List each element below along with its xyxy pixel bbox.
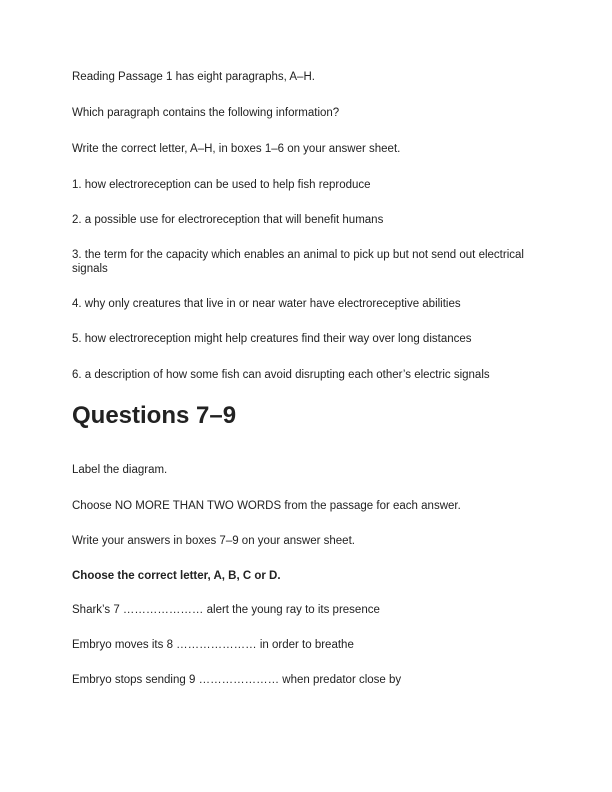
question-3: 3. the term for the capacity which enables an animal to pick up but not send out electrical signals [72,249,524,275]
intro-instruction: Write the correct letter, A–H, in boxes 1–6 on your answer sheet. [72,143,401,155]
gap-fill-item-9: Embryo stops sending 9 ………………… when predator close by [72,674,402,686]
gap-fill-item-8: Embryo moves its 8 ………………… in order to breathe [72,639,354,651]
gap-fill-item-7: Shark’s 7 ………………… alert the young ray to its presence [72,604,380,616]
intro-question: Which paragraph contains the following information? [72,107,340,119]
instruction-choose-letter: Choose the correct letter, A, B, C or D. [72,570,281,582]
intro-paragraph-count: Reading Passage 1 has eight paragraphs, A–H. [72,71,315,83]
section-heading: Questions 7–9 [72,402,237,429]
question-4: 4. why only creatures that live in or near water have electroreceptive abilities [72,298,461,310]
question-1: 1. how electroreception can be used to help fish reproduce [72,179,371,191]
question-2: 2. a possible use for electroreception that will benefit humans [72,214,384,226]
question-5: 5. how electroreception might help creatures find their way over long distances [72,333,472,345]
instruction-answer-boxes: Write your answers in boxes 7–9 on your answer sheet. [72,535,355,547]
instruction-word-limit: Choose NO MORE THAN TWO WORDS from the passage for each answer. [72,500,461,512]
question-6: 6. a description of how some fish can avoid disrupting each other’s electric signals [72,369,490,381]
instruction-label-diagram: Label the diagram. [72,464,168,476]
